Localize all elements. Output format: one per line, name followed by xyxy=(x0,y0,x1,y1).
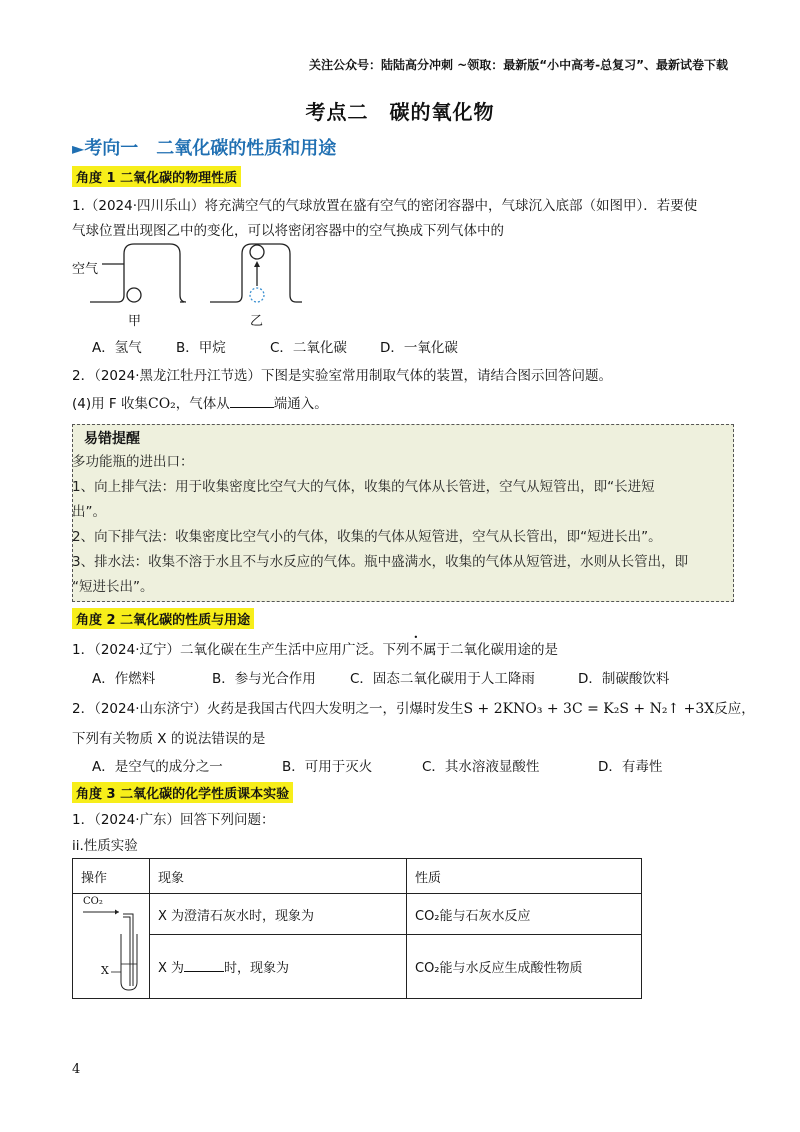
q2-line-2-pre: (4)用 F 收集 xyxy=(72,396,148,412)
tip-line-2: 出”。 xyxy=(72,504,106,520)
test-tube-diagram xyxy=(73,894,149,994)
q2-co2: CO₂ xyxy=(147,396,176,412)
q4-option-a: A．是空气的成分之一 xyxy=(92,759,223,775)
q1-line-2: 气球位置出现图乙中的变化，可以将密闭容器中的空气换成下列气体中的 xyxy=(72,223,504,239)
tip-line-1: 1、向上排气法：用于收集密度比空气大的气体，收集的气体从长管进，空气从短管出，即“长进短 xyxy=(72,479,655,495)
table-row xyxy=(73,894,642,935)
q3-line-1-post: 二氧化碳用途的是 xyxy=(450,642,558,658)
row2-answer-blank[interactable] xyxy=(184,959,224,972)
section-label: 考向一 二氧化碳的性质和用途 xyxy=(84,138,337,159)
q1-option-c: C．二氧化碳 xyxy=(270,340,347,356)
balloon-jia xyxy=(127,288,141,302)
diagram-co2-label: CO₂ xyxy=(83,896,103,907)
tip-line-0: 多功能瓶的进出口： xyxy=(72,454,194,470)
balloon-figure xyxy=(72,240,302,332)
fig-air-label: 空气 xyxy=(72,262,99,277)
diagram-x-label: X xyxy=(101,964,109,977)
container-yi xyxy=(210,244,302,302)
q2-answer-blank[interactable] xyxy=(230,395,274,408)
q4-option-d: D．有毒性 xyxy=(598,759,663,775)
q4-formula: S + 2KNO₃ + 3C = K₂S + N₂↑ +3X xyxy=(463,701,715,717)
q4-line-2: 下列有关物质 X 的说法错误的是 xyxy=(72,731,266,747)
q1-option-b: B．甲烷 xyxy=(176,340,226,356)
table-operation-diagram xyxy=(73,894,150,999)
q3-options xyxy=(92,667,669,687)
angle-2-label: 角度 2 二氧化碳的性质与用途 xyxy=(72,608,254,629)
q1-option-a: A．氢气 xyxy=(92,340,142,356)
balloon-yi-dashed xyxy=(250,288,264,302)
q4-option-c: C．其水溶液显酸性 xyxy=(422,759,540,775)
q2-line-2-post: 端通入。 xyxy=(273,396,328,412)
table-header-operation: 操作 xyxy=(73,859,150,894)
angle-1-label: 角度 1 二氧化碳的物理性质 xyxy=(72,166,241,187)
q3-line-1 xyxy=(72,638,558,658)
table-cell-property-1: CO₂能与石灰水反应 xyxy=(407,894,642,935)
row2-phenomenon-post: 时，现象为 xyxy=(224,961,290,977)
section-heading xyxy=(72,134,336,160)
table-cell-phenomenon-1: X 为澄清石灰水时，现象为 xyxy=(150,894,407,935)
fig-caption-yi: 乙 xyxy=(250,314,264,329)
tip-title: 易错提醒 xyxy=(84,431,140,447)
q2-line-1: 2．（2024·黑龙江牡丹江节选）下图是实验室常用制取气体的装置，请结合图示回答问题。 xyxy=(72,368,612,384)
table-header-property: 性质 xyxy=(407,859,642,894)
tip-line-4: 3、排水法：收集不溶于水且不与水反应的气体。瓶中盛满水，收集的气体从短管进，水则从长管出，即 xyxy=(72,554,689,570)
q3-option-a: A．作燃料 xyxy=(92,671,156,687)
q3-option-c: C．固态二氧化碳用于人工降雨 xyxy=(350,671,535,687)
q2-line-2-mid: ，气体从 xyxy=(175,396,230,412)
q5-line-1: 1．（2024·广东）回答下列问题： xyxy=(72,812,275,828)
table-row xyxy=(73,935,642,999)
container-jia xyxy=(90,244,186,302)
q4-option-b: B．可用于灭火 xyxy=(282,759,373,775)
q1-line-1: 1.（2024·四川乐山）将充满空气的气球放置在盛有空气的密闭容器中，气球沉入底部（如图甲）．若要使 xyxy=(72,198,698,214)
table-header-row xyxy=(73,859,642,894)
q4-line-1-post: 反应， xyxy=(714,701,755,717)
tip-line-5: “短进长出”。 xyxy=(72,579,154,595)
table-cell-phenomenon-2 xyxy=(150,935,407,999)
q4-options xyxy=(92,755,662,775)
row2-phenomenon-pre: X 为 xyxy=(158,961,185,977)
q1-option-d: D．一氧化碳 xyxy=(380,340,458,356)
q4-line-1 xyxy=(72,697,755,717)
page-number: 4 xyxy=(72,1062,81,1077)
tip-line-3: 2、向下排气法：收集密度比空气小的气体，收集的气体从短管进，空气从长管出，即“短进长出”。 xyxy=(72,529,662,545)
q1-options xyxy=(92,336,458,356)
q3-option-d: D．制碳酸饮料 xyxy=(578,671,670,687)
q2-line-2 xyxy=(72,392,328,412)
page-title: 考点二 碳的氧化物 xyxy=(305,100,495,124)
q5-line-2: ii.性质实验 xyxy=(72,838,138,854)
table-header-phenomenon: 现象 xyxy=(150,859,407,894)
q4-line-1-pre: 2．（2024·山东济宁）火药是我国古代四大发明之一，引爆时发生 xyxy=(72,701,464,717)
table-cell-property-2: CO₂能与水反应生成酸性物质 xyxy=(407,935,642,999)
header-note: 关注公众号：陆陆高分冲刺 ~领取：最新版“小中高考-总复习”、最新试卷下载 xyxy=(309,58,728,72)
fig-caption-jia: 甲 xyxy=(128,314,142,329)
angle-3-label: 角度 3 二氧化碳的化学性质课本实验 xyxy=(72,782,293,803)
q3-line-1-pre: 1．（2024·辽宁）二氧化碳在生产生活中应用广泛。下列 xyxy=(72,642,410,658)
triangle-marker-icon: ► xyxy=(72,139,85,158)
balloon-yi-top xyxy=(250,245,264,259)
q3-option-b: B．参与光合作用 xyxy=(212,671,316,687)
q3-emphasis: 不属于 xyxy=(409,642,450,658)
property-table xyxy=(72,858,642,999)
